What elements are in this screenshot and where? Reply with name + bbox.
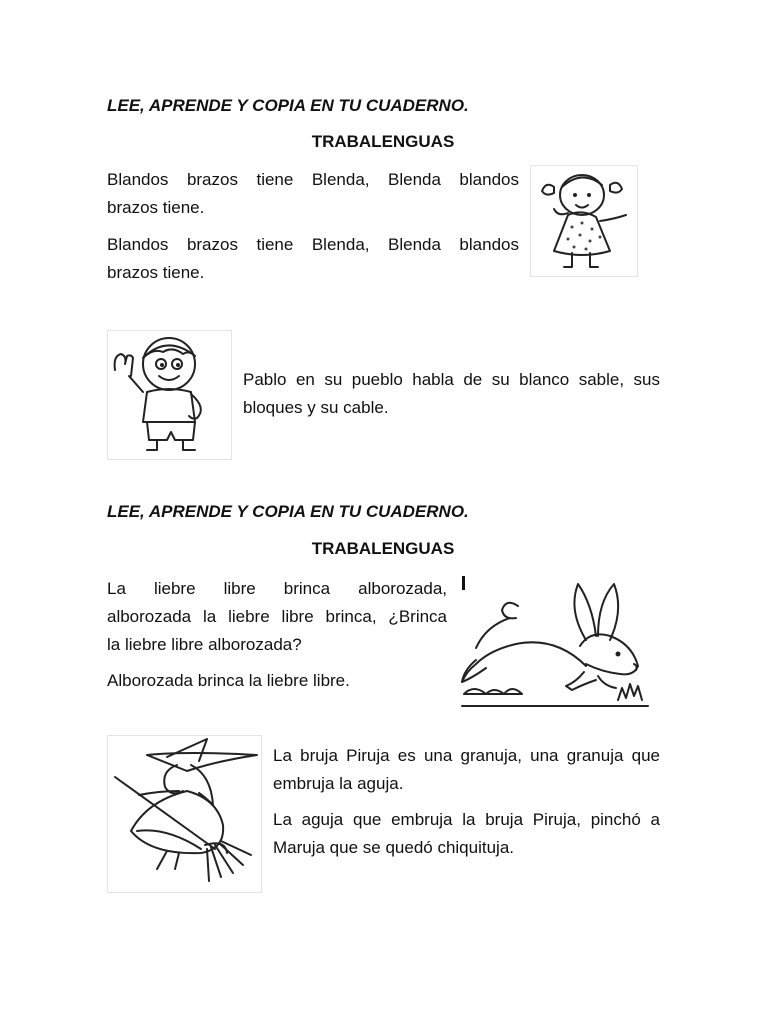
section2-p1-line3: la liebre libre alborozada? bbox=[107, 635, 302, 654]
rabbit-illustration bbox=[458, 576, 650, 708]
section2-p1-line2: alborozada la liebre libre brinca, ¿Brinca bbox=[107, 607, 447, 626]
section1-title: TRABALENGUAS bbox=[311, 132, 455, 151]
section1-p3-line2: bloques y su cable. bbox=[243, 398, 389, 417]
section2-p1-line1: La liebre libre brinca alborozada, bbox=[107, 579, 447, 598]
section2-p3-line1: La bruja Piruja es una granuja, una granuja que bbox=[273, 746, 660, 765]
section1-p1-line2: brazos tiene. bbox=[107, 198, 205, 217]
boy-illustration bbox=[107, 330, 232, 460]
section2-p3-line2: embruja la aguja. bbox=[273, 774, 404, 793]
section2-title: TRABALENGUAS bbox=[311, 539, 455, 558]
section2-header: LEE, APRENDE Y COPIA EN TU CUADERNO. bbox=[107, 502, 469, 521]
section1-p2-line2: brazos tiene. bbox=[107, 263, 205, 282]
section2-p4-line2: Maruja que se quedó chiquituja. bbox=[273, 838, 514, 857]
section2-p2-line1: Alborozada brinca la liebre libre. bbox=[107, 671, 350, 690]
section1-p1-line1: Blandos brazos tiene Blenda, Blenda blandos bbox=[107, 170, 519, 189]
girl-illustration bbox=[530, 165, 638, 277]
section1-p2-line1: Blandos brazos tiene Blenda, Blenda blandos bbox=[107, 235, 519, 254]
witch-illustration bbox=[107, 735, 262, 893]
section2-p4-line1: La aguja que embruja la bruja Piruja, pinchó a bbox=[273, 810, 660, 829]
section1-header: LEE, APRENDE Y COPIA EN TU CUADERNO. bbox=[107, 96, 469, 115]
section1-p3-line1: Pablo en su pueblo habla de su blanco sable, sus bbox=[243, 370, 660, 389]
